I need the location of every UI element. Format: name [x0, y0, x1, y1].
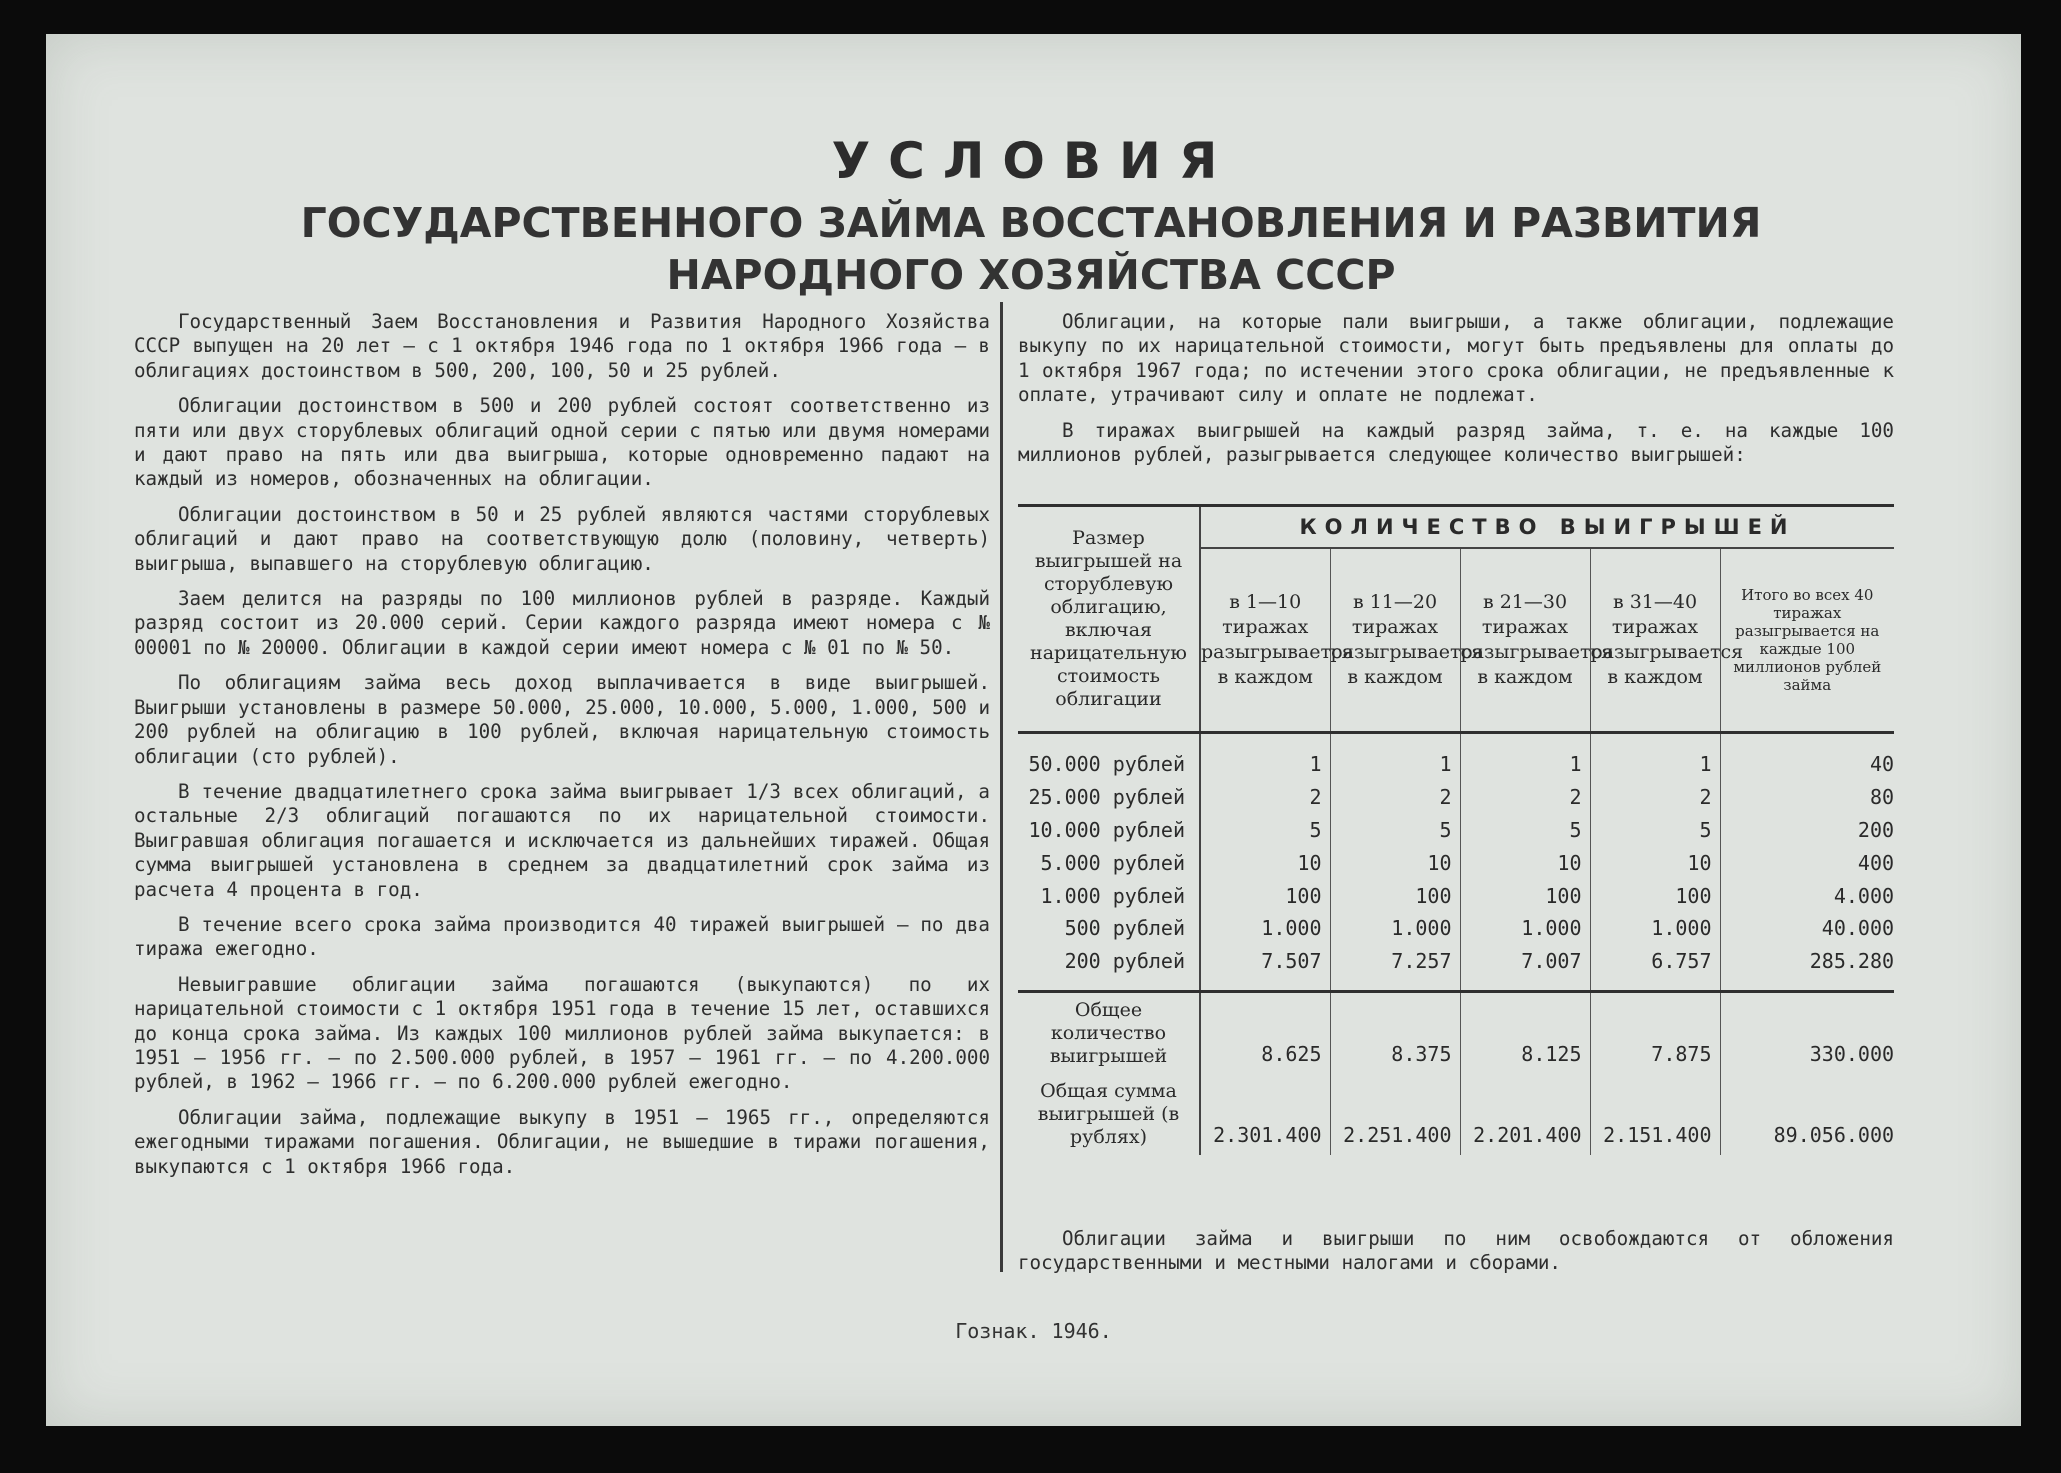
prize-count-cell: 100	[1590, 879, 1720, 912]
column-header: в 11—20 тиражах разыгрывается в каждом	[1330, 548, 1460, 733]
total-value-cell: 7.875	[1590, 991, 1720, 1074]
prize-count-cell: 10	[1460, 846, 1590, 879]
table-row	[1018, 781, 1894, 814]
paragraph: Облигации займа, подлежащие выкупу в 1951 — 1965 гг., определяются ежегодными тиражами погашения. Облигации, не вышедшие в тиражи погашения, выкупаются с 1 октября 1966 года.	[134, 1105, 990, 1178]
page-subtitle: ГОСУДАРСТВЕННОГО ЗАЙМА ВОССТАНОВЛЕНИЯ И РАЗВИТИЯ НАРОДНОГО ХОЗЯЙСТВА СССР	[300, 199, 1762, 299]
prize-size-cell: 25.000 рублей	[1018, 781, 1200, 814]
prize-count-cell: 400	[1857, 850, 1895, 875]
prize-count-cell: 10	[1330, 846, 1460, 879]
prize-count-cell: 100	[1460, 879, 1590, 912]
prize-count-cell: 1.000	[1590, 912, 1720, 945]
total-value-cell: 8.125	[1460, 991, 1590, 1074]
left-column	[134, 310, 990, 1190]
column-header: в 31—40 тиражах разыгрывается в каждом	[1590, 548, 1720, 733]
column-header: в 1—10 тиражах разыгрывается в каждом	[1200, 548, 1330, 733]
paragraph: Облигации достоинством в 500 и 200 рублей состоят соответственно из пяти или двух сторублевых облигаций одной серии с пятью или двумя номерами и дают право на пять или два выигрыша, которые одновременно падают на каждый из номеров, обозначенных на облигации.	[134, 394, 990, 491]
tax-note: Облигации займа и выигрыши по ним освобождаются от обложения государственными и местными налогами и сборами.	[1018, 1227, 1894, 1275]
total-value-cell: 2.151.400	[1590, 1074, 1720, 1155]
total-rows	[1018, 991, 1894, 1155]
paragraph: В тиражах выигрышей на каждый разряд займа, т. е. на каждые 100 миллионов рублей, разыгрывается следующее количество выигрышей:	[1018, 418, 1894, 467]
prize-count-header: КОЛИЧЕСТВО ВЫИГРЫШЕЙ	[1200, 506, 1894, 549]
paragraph: Государственный Заем Восстановления и Развития Народного Хозяйства СССР выпущен на 20 лет — с 1 октября 1946 года по 1 октября 1966 года — в облигациях достоинством в 500, 200, 100, 50 и 25 рублей.	[134, 310, 990, 382]
total-row	[1018, 991, 1894, 1074]
total-value-cell: 2.301.400	[1200, 1074, 1330, 1155]
table-row	[1018, 814, 1894, 847]
prize-size-cell: 200 рублей	[1018, 945, 1200, 991]
prize-size-cell: 50.000 рублей	[1018, 733, 1200, 781]
prize-count-cell: 285.280	[1809, 949, 1895, 974]
prize-count-cell: 1.000	[1330, 912, 1460, 945]
prize-count-cell: 2	[1590, 781, 1720, 814]
total-value-cell: 89.056.000	[1773, 1122, 1895, 1147]
prize-count-cell: 5	[1330, 814, 1460, 847]
column-divider	[1000, 302, 1003, 1272]
prize-count-cell: 1	[1590, 733, 1720, 781]
table-row	[1018, 846, 1894, 879]
total-value-cell: 8.375	[1330, 991, 1460, 1074]
paragraph: Облигации достоинством в 50 и 25 рублей являются частями сторублевых облигаций и дают право на соответствующую долю (половину, четверть) выигрыша, выпавшего на сторублевую облигацию.	[134, 502, 990, 575]
column-header: Итого во всех 40 тиражах разыгрывается на каждые 100 миллионов рублей займа	[1720, 548, 1894, 733]
prize-count-cell: 7.507	[1200, 945, 1330, 991]
total-row	[1018, 1074, 1894, 1155]
right-column	[1018, 310, 1894, 478]
prize-count-cell: 7.257	[1330, 945, 1460, 991]
prize-count-cell: 6.757	[1590, 945, 1720, 991]
prize-size-cell: 10.000 рублей	[1018, 814, 1200, 847]
prize-count-cell: 40	[1869, 752, 1895, 777]
prize-count-cell: 2	[1460, 781, 1590, 814]
prize-count-cell: 1	[1200, 733, 1330, 781]
prize-count-cell: 1.000	[1200, 912, 1330, 945]
total-value-cell: 2.251.400	[1330, 1074, 1460, 1155]
page-title: УСЛОВИЯ	[831, 132, 1236, 190]
prize-count-cell: 1	[1460, 733, 1590, 781]
paragraph: Заем делится на разряды по 100 миллионов рублей в разряде. Каждый разряд состоит из 20.000 серий. Серии каждого разряда имеют номера с № 00001 по № 20000. Облигации в каждой серии имеют номера с № 01 по № 50.	[134, 587, 990, 659]
prize-size-header: Размер выигрышей на сторублевую облигацию, включая нарицательную стоимость облигации	[1018, 506, 1200, 733]
paragraph: В течение всего срока займа производится 40 тиражей выигрышей — по два тиража ежегодно.	[134, 912, 990, 961]
prize-rows	[1018, 733, 1894, 992]
prize-count-cell: 5	[1200, 814, 1330, 847]
prize-table	[1018, 504, 1894, 1155]
prize-count-cell: 2	[1330, 781, 1460, 814]
paragraph: Невыигравшие облигации займа погашаются (выкупаются) по их нарицательной стоимости с 1 октября 1951 года в течение 15 лет, оставшихся до конца срока займа. Из каждых 100 миллионов рублей займа выкупается: в 1951 — 1956 гг. — по 2.500.000 рублей, в 1957 — 1961 гг. — по 4.200.000 рублей, в 1962 — 1966 гг. — по 6.200.000 рублей ежегодно.	[134, 972, 990, 1094]
total-label-cell: Общая сумма выигрышей (в рублях)	[1018, 1074, 1200, 1155]
total-label-cell: Общее количество выигрышей	[1018, 991, 1200, 1074]
prize-size-cell: 1.000 рублей	[1018, 879, 1200, 912]
prize-count-cell: 2	[1200, 781, 1330, 814]
bond-conditions-sheet	[46, 34, 2021, 1426]
prize-count-cell: 100	[1200, 879, 1330, 912]
paragraph: По облигациям займа весь доход выплачивается в виде выигрышей. Выигрыши установлены в размере 50.000, 25.000, 10.000, 5.000, 1.000, 500 и 200 рублей на облигацию в 100 рублей, включая нарицательную стоимость облигации (сто рублей).	[134, 671, 990, 768]
prize-size-cell: 500 рублей	[1018, 912, 1200, 945]
prize-count-cell: 1	[1330, 733, 1460, 781]
total-value-cell: 2.201.400	[1460, 1074, 1590, 1155]
paragraph: В течение двадцатилетнего срока займа выигрывает 1/3 всех облигаций, а остальные 2/3 облигаций погашаются по их нарицательной стоимости. Выигравшая облигация погашается и исключается из дальнейших тиражей. Общая сумма выигрышей установлена в среднем за двадцатилетний срок займа из расчета 4 процента в год.	[134, 779, 990, 901]
prize-count-cell: 10	[1200, 846, 1330, 879]
column-header: в 21—30 тиражах разыгрывается в каждом	[1460, 548, 1590, 733]
prize-count-cell: 10	[1590, 846, 1720, 879]
prize-count-cell: 7.007	[1460, 945, 1590, 991]
prize-count-cell: 5	[1460, 814, 1590, 847]
prize-count-cell: 4.000	[1833, 883, 1895, 908]
prize-size-cell: 5.000 рублей	[1018, 846, 1200, 879]
table-row	[1018, 945, 1894, 991]
prize-count-cell: 200	[1857, 817, 1895, 842]
table-row	[1018, 733, 1894, 781]
prize-count-cell: 40.000	[1821, 916, 1895, 941]
prize-count-cell: 100	[1330, 879, 1460, 912]
total-value-cell: 330.000	[1720, 991, 1894, 1074]
prize-count-cell: 1.000	[1460, 912, 1590, 945]
printer-imprint: Гознак. 1946.	[955, 1319, 1112, 1343]
paragraph: Облигации, на которые пали выигрыши, а также облигации, подлежащие выкупу по их нарицательной стоимости, могут быть предъявлены для оплаты до 1 октября 1967 года; по истечении этого срока облигации, не предъявленные к оплате, утрачивают силу и оплате не подлежат.	[1018, 310, 1894, 407]
prize-count-cell: 5	[1590, 814, 1720, 847]
table-row	[1018, 879, 1894, 912]
prize-count-cell: 80	[1869, 785, 1895, 810]
total-value-cell: 8.625	[1200, 991, 1330, 1074]
table-row	[1018, 912, 1894, 945]
